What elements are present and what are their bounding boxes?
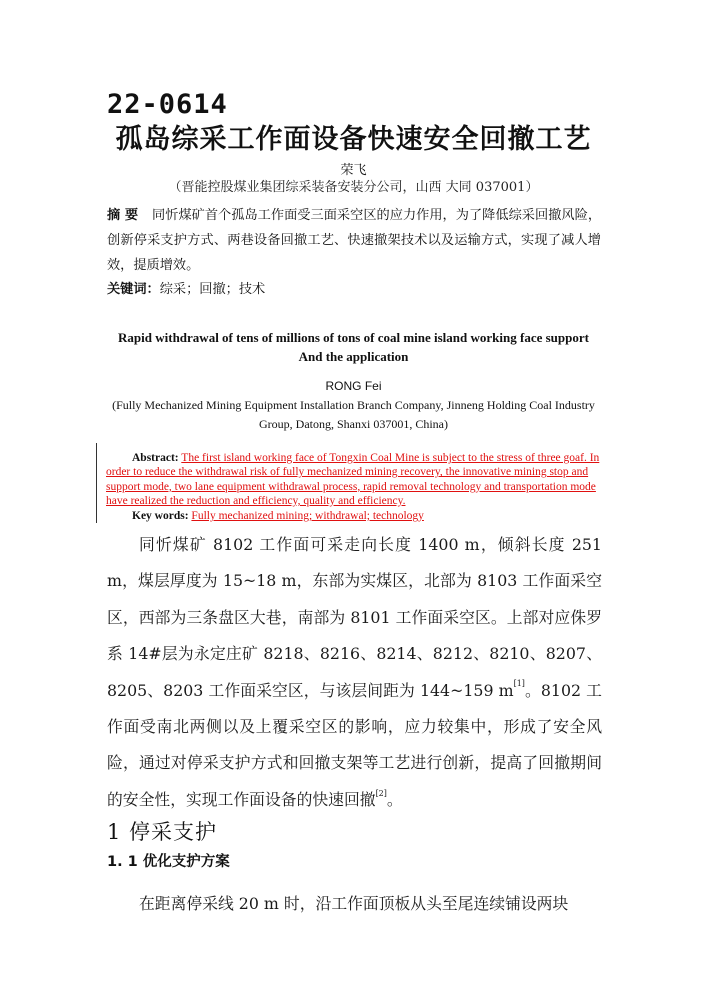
abstract-en	[106, 451, 601, 508]
revision-change-bar	[96, 443, 97, 523]
abstract-cn-text: 同忻煤矿首个孤岛工作面受三面采空区的应力作用，为了降低综采回撤风险，创新停采支护方式、两巷设备回撤工艺、快速撤架技术以及运输方式，实现了减人增效，提质增效。	[107, 208, 602, 273]
keywords-en-label: Key words:	[132, 510, 189, 522]
body-paragraph-1	[107, 527, 602, 818]
keywords-cn-label: 关键词：	[107, 282, 160, 297]
affiliation-en: (Fully Mechanized Mining Equipment Installation Branch Company, Jinneng Holding Coal Industry Group, Datong, Shanxi 037001, China)	[112, 398, 595, 431]
citation-2: [2]	[375, 788, 387, 798]
citation-1: [1]	[513, 679, 525, 689]
keywords-en-text: Fully mechanized mining; withdrawal; technology	[191, 510, 424, 522]
english-title: Rapid withdrawal of tens of millions of tons of coal mine island working face support And the application	[118, 330, 589, 364]
keywords-cn	[107, 281, 265, 299]
author-name-cn: 荣飞	[340, 163, 367, 178]
abstract-en-text: The first island working face of Tongxin Coal Mine is subject to the stress of three goaf. In order to reduce the withdrawal risk of fully mechanized mining recovery, the innovative mining stop and support mode, two lane equipment withdrawal process, rapid removal technology and transportation mode have realized the reduction and efficiency, quality and efficiency.	[106, 452, 600, 507]
subsection-heading-1-1: 1. 1 优化支护方案	[107, 854, 230, 870]
body-paragraph-2: 在距离停采线 20 m 时，沿工作面顶板从头至尾连续铺设两块	[139, 894, 569, 913]
abstract-en-label: Abstract:	[132, 452, 179, 464]
paper-title: 孤岛综采工作面设备快速安全回撤工艺	[115, 124, 592, 155]
body-text-part-a: 同忻煤矿 8102 工作面可采走向长度 1400 m，倾斜长度 251 m，煤层厚度为 15~18 m，东部为实煤区，北部为 8103 工作面采空区，西部为三条盘区大巷，南部为 8101 工作面采空区。上部对应侏罗系 14#层为永定庄矿 8218、8216、8214、8212、8210、8207、8205、8203 工作面采空区，与该层间距为 144~159 m	[107, 535, 602, 700]
body-text-part-b: 。8102 工作面受南北两侧以及上覆采空区的影响，应力较集中，形成了安全风险，通过对停采支护方式和回撤支架等工艺进行创新，提高了回撤期间的安全性，实现工作面设备的快速回撤	[107, 680, 602, 809]
section-heading-1: 1 停采支护	[107, 820, 218, 844]
body-text-part-c: 。	[386, 789, 403, 809]
keywords-en	[132, 509, 424, 523]
affiliation-cn: （晋能控股煤业集团综采装备安装分公司，山西 大同 037001）	[168, 180, 539, 195]
abstract-cn	[107, 203, 601, 278]
author-name-en: RONG Fei	[325, 379, 382, 393]
abstract-cn-label: 摘 要	[107, 208, 139, 223]
document-id: 22-0614	[107, 89, 228, 120]
keywords-cn-text: 综采；回撤；技术	[159, 282, 266, 297]
